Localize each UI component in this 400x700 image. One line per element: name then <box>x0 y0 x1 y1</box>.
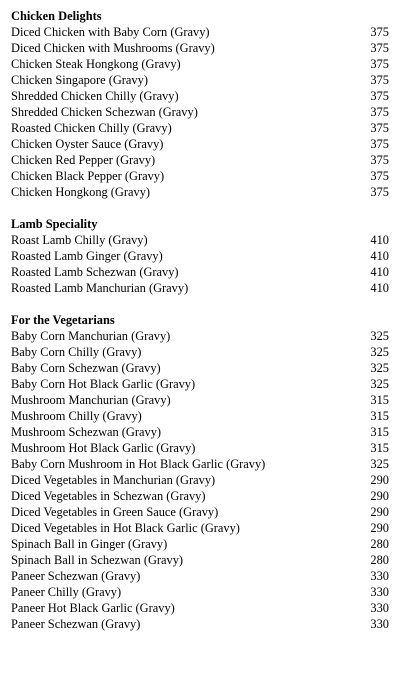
item-price: 375 <box>370 185 389 199</box>
item-name: Mushroom Schezwan (Gravy) <box>11 425 162 439</box>
menu-item <box>11 536 389 552</box>
item-name: Roast Lamb Chilly (Gravy) <box>11 233 148 247</box>
menu-item <box>11 488 389 504</box>
menu-item <box>11 376 389 392</box>
item-price: 375 <box>370 137 389 151</box>
item-name: Diced Chicken with Baby Corn (Gravy) <box>11 25 210 39</box>
item-name: Baby Corn Hot Black Garlic (Gravy) <box>11 377 196 391</box>
menu-item <box>11 280 389 296</box>
item-name: Spinach Ball in Ginger (Gravy) <box>11 537 168 551</box>
section-chicken-delights <box>11 8 389 200</box>
item-price: 280 <box>370 553 389 567</box>
section-title: For the Vegetarians <box>11 313 115 327</box>
menu-item <box>11 168 389 184</box>
menu-item <box>11 152 389 168</box>
item-name: Mushroom Chilly (Gravy) <box>11 409 142 423</box>
item-name: Roasted Lamb Manchurian (Gravy) <box>11 281 189 295</box>
item-price: 375 <box>370 121 389 135</box>
item-name: Roasted Lamb Ginger (Gravy) <box>11 249 163 263</box>
item-price: 325 <box>370 361 389 375</box>
item-price: 290 <box>370 505 389 519</box>
item-price: 375 <box>370 25 389 39</box>
item-name: Paneer Hot Black Garlic (Gravy) <box>11 601 175 615</box>
menu-item <box>11 104 389 120</box>
menu-item <box>11 344 389 360</box>
menu-item <box>11 136 389 152</box>
item-price: 410 <box>370 249 389 263</box>
item-price: 375 <box>370 153 389 167</box>
item-name: Diced Chicken with Mushrooms (Gravy) <box>11 41 215 55</box>
menu-item <box>11 584 389 600</box>
item-price: 325 <box>370 377 389 391</box>
menu-page <box>11 8 389 648</box>
item-price: 375 <box>370 57 389 71</box>
menu-item <box>11 504 389 520</box>
menu-item <box>11 456 389 472</box>
item-name: Diced Vegetables in Manchurian (Gravy) <box>11 473 216 487</box>
menu-item <box>11 56 389 72</box>
item-name: Spinach Ball in Schezwan (Gravy) <box>11 553 184 567</box>
section-vegetarians <box>11 312 389 632</box>
item-price: 330 <box>370 617 389 631</box>
item-name: Baby Corn Mushroom in Hot Black Garlic (Gravy) <box>11 457 266 471</box>
menu-item <box>11 408 389 424</box>
item-name: Baby Corn Chilly (Gravy) <box>11 345 142 359</box>
section-title: Chicken Delights <box>11 9 102 23</box>
item-name: Shredded Chicken Chilly (Gravy) <box>11 89 179 103</box>
item-price: 290 <box>370 521 389 535</box>
menu-item <box>11 184 389 200</box>
menu-item <box>11 552 389 568</box>
menu-item <box>11 24 389 40</box>
menu-item <box>11 472 389 488</box>
item-price: 280 <box>370 537 389 551</box>
item-name: Paneer Schezwan (Gravy) <box>11 617 141 631</box>
menu-item <box>11 424 389 440</box>
item-price: 375 <box>370 41 389 55</box>
item-price: 410 <box>370 233 389 247</box>
item-price: 315 <box>370 393 389 407</box>
item-price: 375 <box>370 105 389 119</box>
item-price: 290 <box>370 489 389 503</box>
item-price: 315 <box>370 441 389 455</box>
item-name: Chicken Singapore (Gravy) <box>11 73 148 87</box>
item-name: Baby Corn Manchurian (Gravy) <box>11 329 171 343</box>
menu-item <box>11 120 389 136</box>
item-name: Chicken Red Pepper (Gravy) <box>11 153 156 167</box>
section-title: Lamb Speciality <box>11 217 98 231</box>
menu-item <box>11 440 389 456</box>
menu-item <box>11 72 389 88</box>
menu-item <box>11 600 389 616</box>
item-price: 325 <box>370 457 389 471</box>
item-price: 410 <box>370 281 389 295</box>
menu-item <box>11 360 389 376</box>
item-name: Mushroom Manchurian (Gravy) <box>11 393 171 407</box>
item-price: 330 <box>370 601 389 615</box>
item-price: 315 <box>370 409 389 423</box>
menu-item <box>11 328 389 344</box>
item-price: 330 <box>370 585 389 599</box>
item-price: 410 <box>370 265 389 279</box>
item-price: 325 <box>370 329 389 343</box>
menu-item <box>11 568 389 584</box>
menu-item <box>11 392 389 408</box>
item-name: Diced Vegetables in Schezwan (Gravy) <box>11 489 206 503</box>
menu-item <box>11 40 389 56</box>
item-name: Chicken Oyster Sauce (Gravy) <box>11 137 164 151</box>
menu-item <box>11 616 389 632</box>
item-price: 315 <box>370 425 389 439</box>
item-name: Chicken Steak Hongkong (Gravy) <box>11 57 181 71</box>
item-name: Shredded Chicken Schezwan (Gravy) <box>11 105 198 119</box>
item-name: Mushroom Hot Black Garlic (Gravy) <box>11 441 196 455</box>
item-name: Chicken Hongkong (Gravy) <box>11 185 151 199</box>
menu-item <box>11 88 389 104</box>
menu-item <box>11 520 389 536</box>
item-name: Paneer Chilly (Gravy) <box>11 585 122 599</box>
item-price: 290 <box>370 473 389 487</box>
section-lamb-speciality <box>11 216 389 296</box>
item-price: 330 <box>370 569 389 583</box>
item-name: Diced Vegetables in Green Sauce (Gravy) <box>11 505 219 519</box>
item-price: 375 <box>370 73 389 87</box>
menu-item <box>11 248 389 264</box>
item-price: 375 <box>370 169 389 183</box>
menu-item <box>11 264 389 280</box>
item-price: 325 <box>370 345 389 359</box>
menu-item <box>11 232 389 248</box>
item-name: Diced Vegetables in Hot Black Garlic (Gravy) <box>11 521 240 535</box>
item-name: Paneer Schezwan (Gravy) <box>11 569 141 583</box>
item-price: 375 <box>370 89 389 103</box>
item-name: Chicken Black Pepper (Gravy) <box>11 169 165 183</box>
item-name: Roasted Chicken Chilly (Gravy) <box>11 121 172 135</box>
item-name: Roasted Lamb Schezwan (Gravy) <box>11 265 179 279</box>
item-name: Baby Corn Schezwan (Gravy) <box>11 361 161 375</box>
